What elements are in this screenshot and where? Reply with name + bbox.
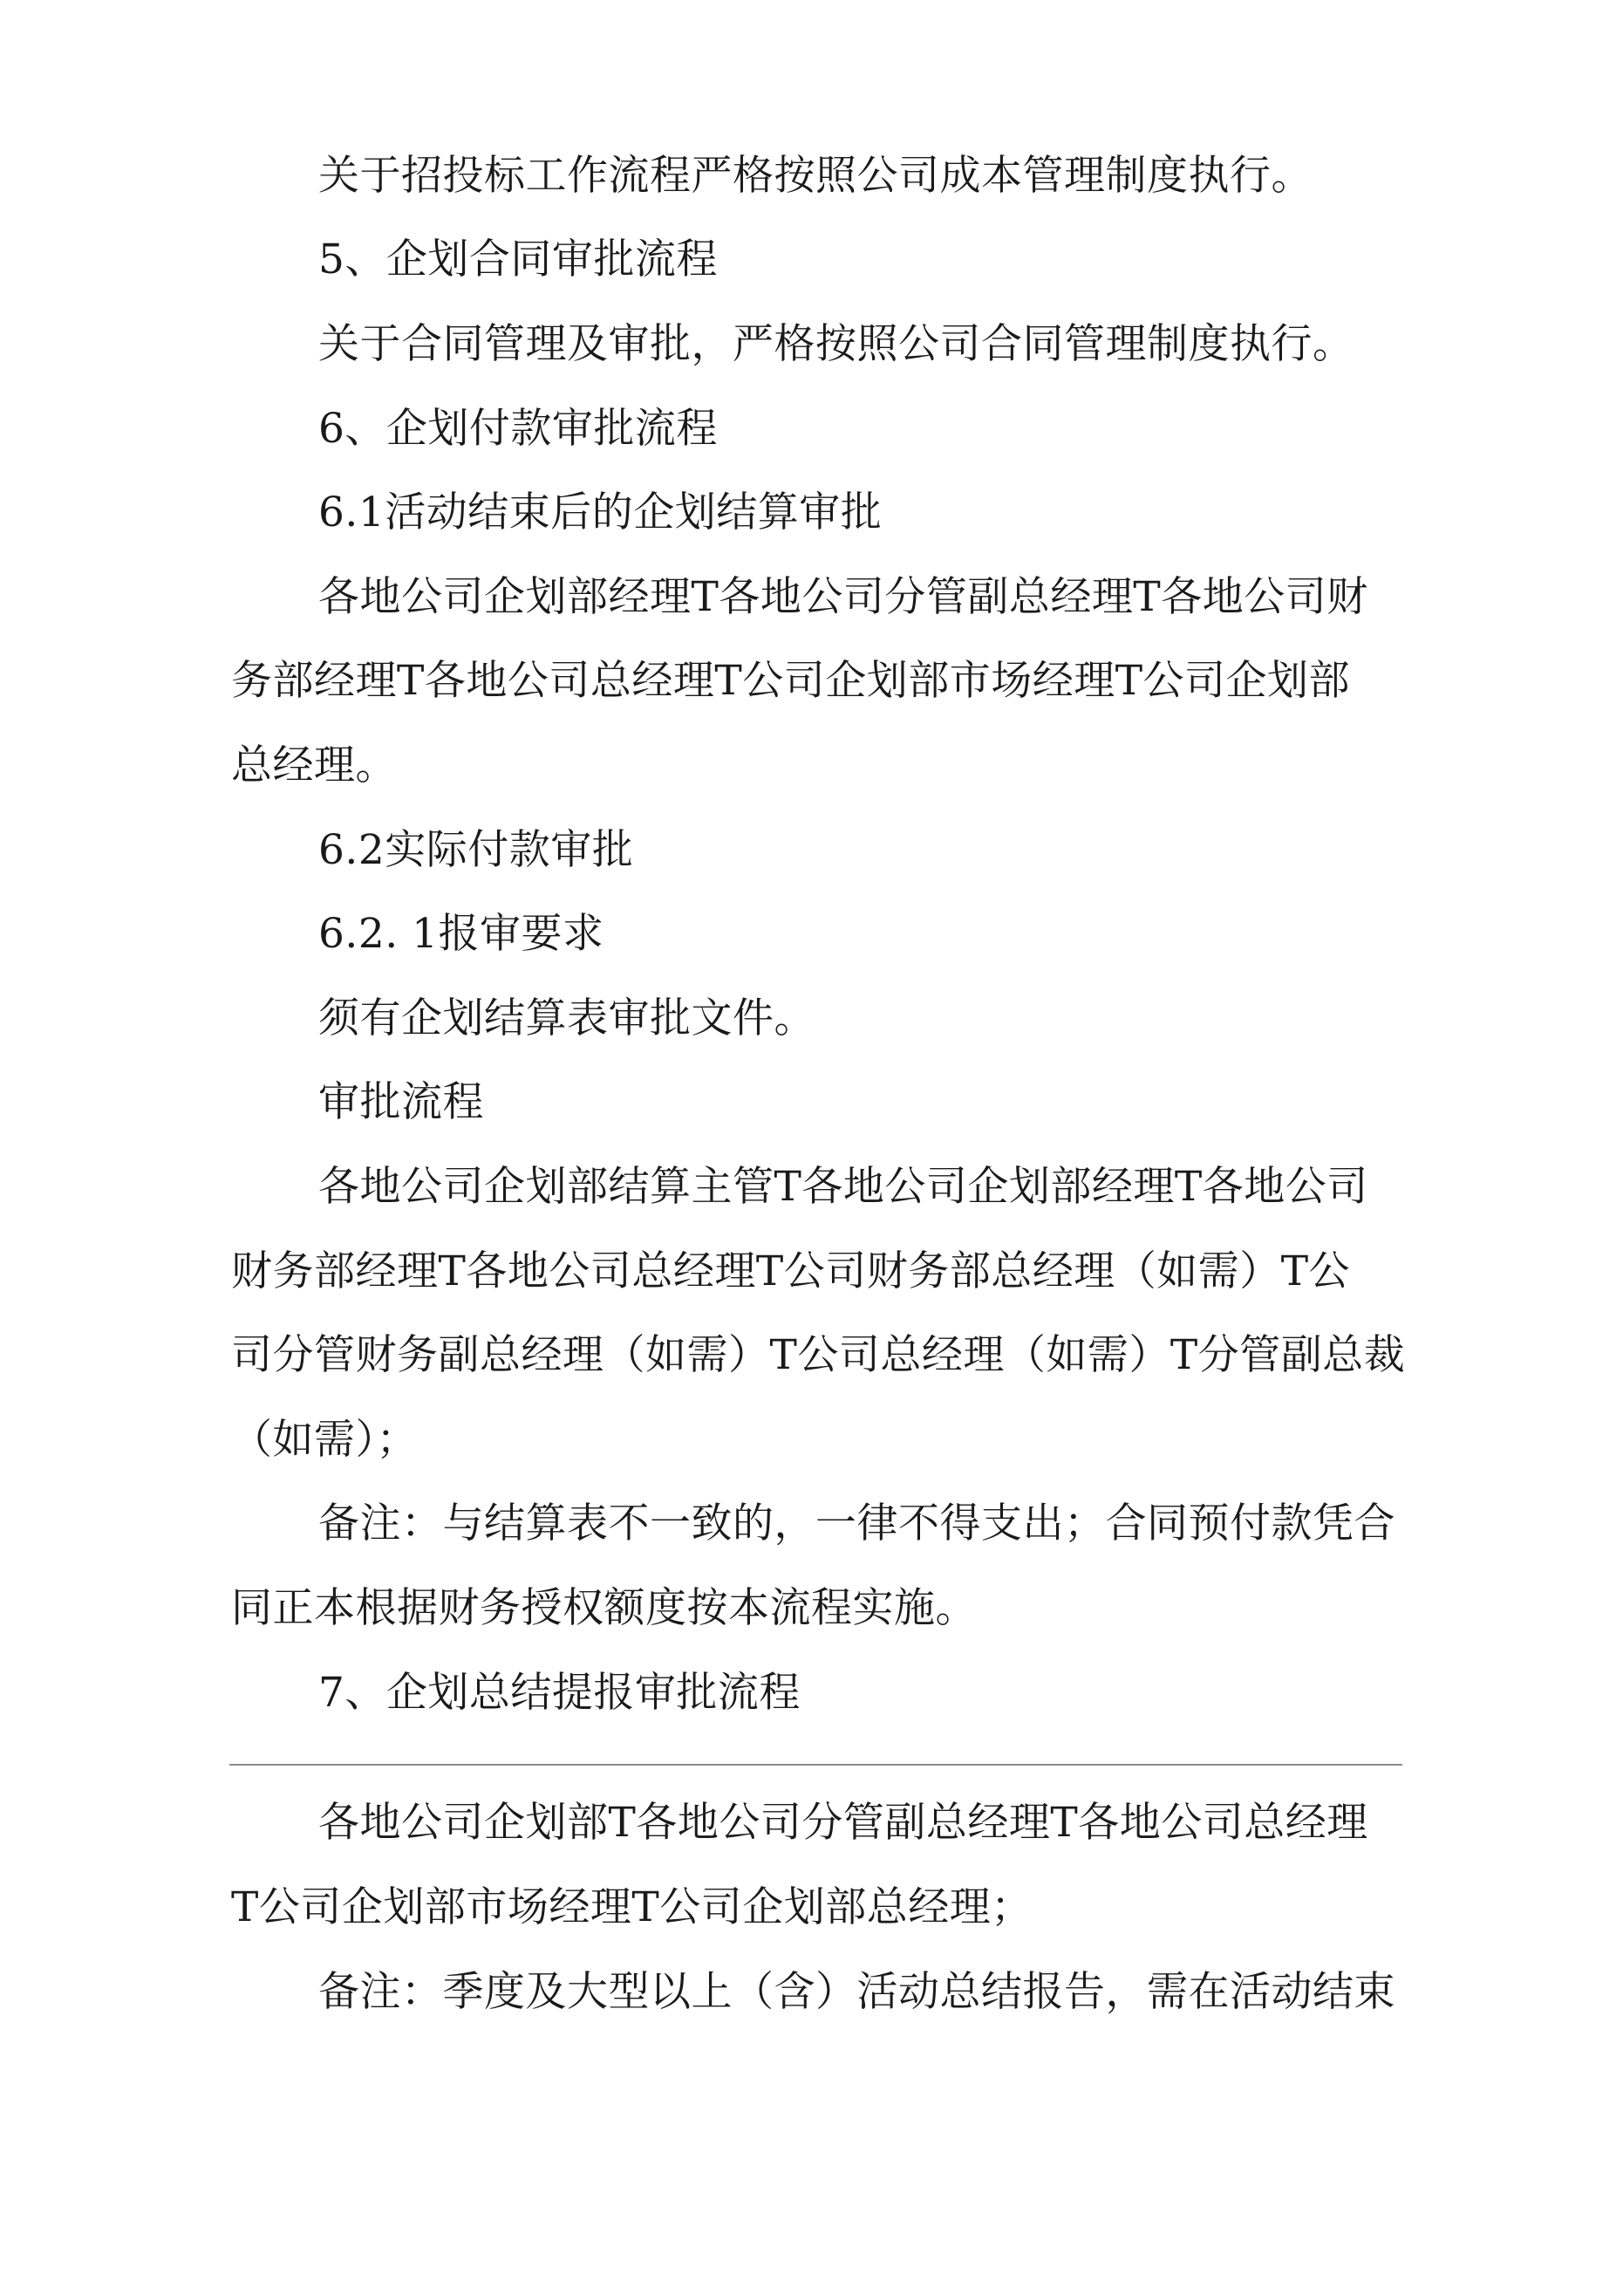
heading-6-payment-approval: 6、企划付款审批流程 bbox=[318, 405, 718, 453]
paragraph-payment-flow-line-4: （如需）； bbox=[231, 1416, 418, 1464]
heading-6-2-actual-payment: 6.2实际付款审批 bbox=[318, 826, 634, 874]
heading-7-summary-approval: 7、企划总结提报审批流程 bbox=[318, 1669, 801, 1717]
heading-approval-flow: 审批流程 bbox=[318, 1078, 484, 1126]
paragraph-note-2-line-1: 备注：季度及大型以上（含）活动总结报告，需在活动结束 bbox=[318, 1968, 1395, 2016]
paragraph-settlement-flow-line-2: 务部经理T各地公司总经理T公司企划部市场经理T公司企划部 bbox=[231, 657, 1351, 705]
heading-6-1-settlement-approval: 6.1活动结束后的企划结算审批 bbox=[318, 489, 883, 536]
paragraph-settlement-flow-line-3: 总经理。 bbox=[231, 741, 397, 789]
paragraph-note-1-line-1: 备注：与结算表不一致的，一律不得支出；合同预付款凭合 bbox=[318, 1500, 1395, 1548]
paragraph-bidding-rule: 关于招投标工作流程严格按照公司成本管理制度执行。 bbox=[318, 152, 1313, 200]
paragraph-payment-flow-line-2: 财务部经理T各地公司总经理T公司财务部总经理（如需）T公 bbox=[231, 1247, 1351, 1295]
heading-5-contract-approval: 5、企划合同审批流程 bbox=[318, 236, 718, 284]
paragraph-payment-flow-line-3: 司分管财务副总经理（如需）T公司总经理（如需）T分管副总裁 bbox=[231, 1331, 1406, 1379]
paragraph-requirement: 须有企划结算表审批文件。 bbox=[318, 994, 815, 1042]
paragraph-payment-flow-line-1: 各地公司企划部结算主管T各地公司企划部经理T各地公司 bbox=[318, 1163, 1368, 1211]
paragraph-settlement-flow-line-1: 各地公司企划部经理T各地公司分管副总经理T各地公司财 bbox=[318, 573, 1368, 621]
heading-6-2-1-requirements: 6.2. 1报审要求 bbox=[318, 910, 604, 958]
paragraph-summary-flow-line-1: 各地公司企划部T各地公司分管副总经理T各地公司总经理 bbox=[318, 1799, 1368, 1847]
paragraph-summary-flow-line-2: T公司企划部市场经理T公司企划部总经理； bbox=[231, 1883, 1033, 1931]
section-divider bbox=[229, 1764, 1402, 1766]
paragraph-contract-rule: 关于合同管理及审批，严格按照公司合同管理制度执行。 bbox=[318, 320, 1354, 368]
paragraph-note-1-line-2: 同正本根据财务授权额度按本流程实施。 bbox=[231, 1584, 977, 1632]
